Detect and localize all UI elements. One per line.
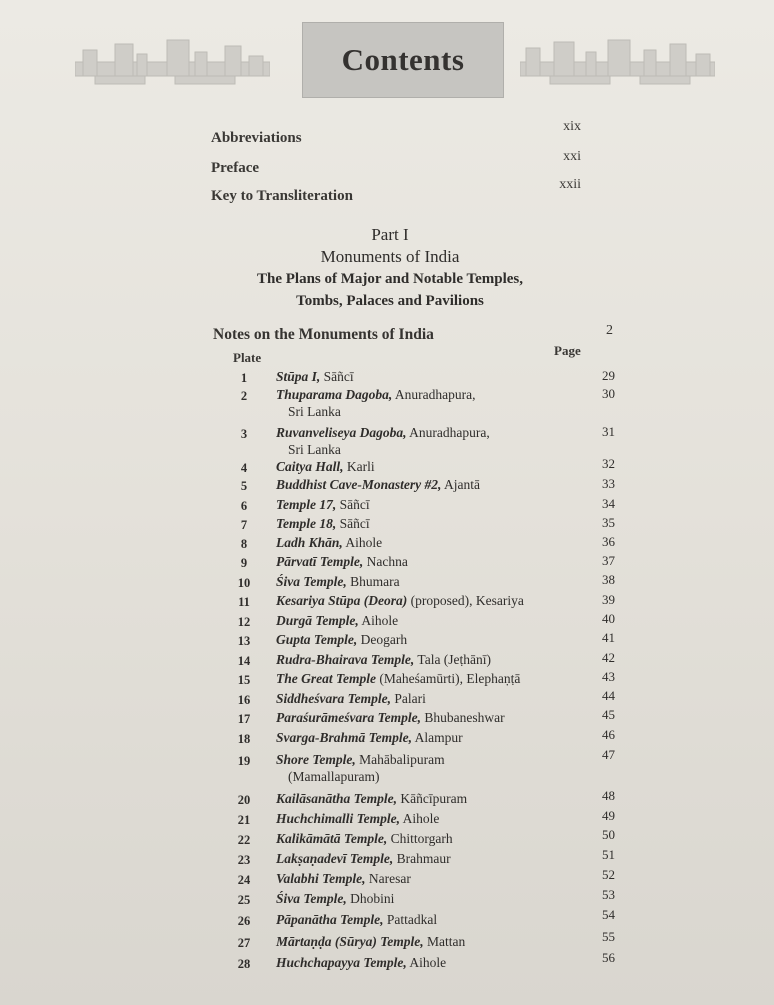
- plate-page: 51: [602, 847, 615, 862]
- plate-title: [276, 424, 571, 458]
- entry-title: Preface: [211, 160, 260, 176]
- plate-title: [276, 890, 571, 907]
- monument-location: Sāñcī: [336, 497, 370, 512]
- plate-page: 34: [602, 496, 615, 511]
- contents-banner: [75, 22, 715, 112]
- monument-name: Temple 17,: [276, 497, 337, 512]
- plate-number: 15: [237, 673, 251, 687]
- plate-number: 23: [237, 853, 251, 867]
- monument-name: Buddhist Cave-Monastery #2,: [276, 477, 442, 492]
- left-ornament-icon: [75, 36, 270, 92]
- monument-location: (Maheśamūrti), Elephaṇṭā: [375, 671, 521, 686]
- plate-number: 4: [240, 461, 248, 475]
- plate-page: 55: [602, 929, 615, 944]
- monument-name: Śiva Temple,: [276, 574, 347, 589]
- plate-title: [276, 651, 571, 668]
- plate-number: 25: [237, 893, 251, 907]
- plate-number: 10: [237, 576, 251, 590]
- plate-number: 22: [237, 833, 251, 847]
- plate-title: [276, 612, 571, 629]
- plate-title: [276, 368, 571, 385]
- monument-name: Rudra-Bhairava Temple,: [276, 652, 415, 667]
- monument-name: Huchchapayya Temple,: [276, 955, 407, 970]
- monument-name: Mārtaṇḍa (Sūrya) Temple,: [276, 934, 424, 949]
- monument-name: Kailāsanātha Temple,: [276, 791, 398, 806]
- monument-name: Svarga-Brahmā Temple,: [276, 730, 413, 745]
- plate-title: [276, 476, 571, 493]
- plate-title: [276, 751, 571, 785]
- entry-page: xxi: [563, 149, 581, 164]
- plate-page: 44: [602, 688, 615, 703]
- plate-title: [276, 386, 571, 420]
- monument-name: Huchchimalli Temple,: [276, 811, 401, 826]
- monument-name: Durgā Temple,: [276, 613, 359, 628]
- plate-number: 26: [237, 914, 251, 928]
- plate-title: [276, 496, 571, 513]
- plate-number: 27: [237, 936, 251, 950]
- monument-name: Pārvatī Temple,: [276, 554, 364, 569]
- monument-location: Anuradhapura,: [406, 425, 490, 440]
- plate-number: 6: [240, 499, 248, 513]
- plate-title: [276, 933, 571, 950]
- monument-location: Alampur: [412, 730, 463, 745]
- monument-name: Siddheśvara Temple,: [276, 691, 392, 706]
- monument-name: Ruvanveliseya Dagoba,: [276, 425, 407, 440]
- monument-name: Pāpanātha Temple,: [276, 912, 384, 927]
- notes-title: Notes on the Monuments of India: [213, 326, 434, 343]
- plate-number: 12: [237, 615, 251, 629]
- monument-name: The Great Temple: [276, 671, 376, 686]
- plate-number: 24: [237, 873, 251, 887]
- plate-number: 17: [237, 712, 251, 726]
- plate-page: 30: [602, 386, 615, 401]
- entry-title: Abbreviations: [211, 130, 302, 146]
- part-number: Part I: [371, 225, 409, 244]
- notes-page: 2: [606, 323, 613, 338]
- plate-page: 49: [602, 808, 615, 823]
- plate-number: 3: [240, 427, 248, 441]
- entry-page: xxii: [559, 177, 581, 192]
- monument-name: Stūpa I,: [276, 369, 321, 384]
- page-title: Contents: [341, 42, 465, 77]
- plate-title: [276, 810, 571, 827]
- plate-page: 52: [602, 867, 615, 882]
- part-title: Monuments of India: [320, 247, 460, 266]
- plate-title: [276, 515, 571, 532]
- monument-location: Anuradhapura,: [392, 387, 476, 402]
- plate-page: 40: [602, 611, 615, 626]
- part-subtitle: The Plans of Major and Notable Temples,: [257, 271, 523, 287]
- plate-page: 53: [602, 887, 615, 902]
- monument-name: Temple 18,: [276, 516, 337, 531]
- monument-name: Caitya Hall,: [276, 459, 344, 474]
- plate-number: 18: [237, 732, 251, 746]
- plate-page: 43: [602, 669, 615, 684]
- monument-location: (proposed), Kesariya: [407, 593, 524, 608]
- plate-page: 32: [602, 456, 615, 471]
- plate-title: [276, 631, 571, 648]
- monument-location: Kāñcīpuram: [397, 791, 468, 806]
- monument-name: Valabhi Temple,: [276, 871, 366, 886]
- plate-title: [276, 790, 571, 807]
- plate-number: 16: [237, 693, 251, 707]
- monument-name: Thuparama Dagoba,: [276, 387, 393, 402]
- monument-location: Bhumara: [346, 574, 400, 589]
- monument-name: Kalikāmātā Temple,: [276, 831, 388, 846]
- plate-title: [276, 670, 571, 687]
- plate-title: [276, 911, 571, 928]
- plate-title: [276, 534, 571, 551]
- monument-location: Aihole: [342, 535, 383, 550]
- plate-page: 42: [602, 650, 615, 665]
- plate-number: 11: [238, 595, 250, 609]
- monument-name: Kesariya Stūpa (Deora): [276, 593, 408, 608]
- plate-number: 28: [237, 957, 251, 971]
- monument-name: Shore Temple,: [276, 752, 356, 767]
- monument-location: Sāñcī: [336, 516, 370, 531]
- monument-name: Śiva Temple,: [276, 891, 347, 906]
- plate-title: [276, 830, 571, 847]
- monument-location: Chittorgarh: [387, 831, 453, 846]
- plate-title: [276, 690, 571, 707]
- plate-page: 47: [602, 747, 615, 762]
- plate-number: 2: [240, 389, 248, 403]
- plate-page: 45: [602, 707, 615, 722]
- plate-page: 46: [602, 727, 615, 742]
- plate-number: 9: [240, 556, 248, 570]
- monument-name: Paraśurāmeśvara Temple,: [276, 710, 421, 725]
- plate-title: [276, 954, 571, 971]
- plate-page: 48: [602, 788, 615, 803]
- plate-number: 7: [240, 518, 248, 532]
- part-subtitle: Tombs, Palaces and Pavilions: [296, 293, 484, 309]
- plate-number: 20: [237, 793, 251, 807]
- plate-title: [276, 553, 571, 570]
- monument-location: Deogarh: [357, 632, 408, 647]
- notes-entry: [213, 323, 613, 344]
- plate-page: 39: [602, 592, 615, 607]
- plate-title: [276, 458, 571, 475]
- plate-number: 21: [237, 813, 251, 827]
- monument-location: Palari: [391, 691, 426, 706]
- plate-page: 37: [602, 553, 615, 568]
- page-column-header: Page: [554, 343, 581, 358]
- monument-name: Gupta Temple,: [276, 632, 358, 647]
- plate-number: 5: [240, 479, 248, 493]
- plate-page: 50: [602, 827, 615, 842]
- entry-title: Key to Transliteration: [211, 188, 353, 204]
- monument-location: Naresar: [365, 871, 411, 886]
- part-heading: [180, 224, 600, 312]
- plate-page: 29: [602, 368, 615, 383]
- plate-column-header: Plate: [233, 350, 262, 365]
- monument-location-continued: (Mamallapuram): [288, 769, 380, 784]
- plate-number: 14: [237, 654, 251, 668]
- monument-name: Ladh Khān,: [276, 535, 343, 550]
- plate-title: [276, 573, 571, 590]
- plate-number: 8: [240, 537, 248, 551]
- plate-title: [276, 850, 571, 867]
- plate-page: 56: [602, 950, 615, 965]
- monument-location: Dhobini: [346, 891, 395, 906]
- plate-title: [276, 729, 571, 746]
- monument-location: Aihole: [406, 955, 447, 970]
- monument-location: Aihole: [400, 811, 440, 826]
- monument-location-continued: Sri Lanka: [288, 404, 341, 419]
- plate-page: 31: [602, 424, 615, 439]
- title-plaque: [302, 22, 504, 98]
- monument-location: Nachna: [363, 554, 408, 569]
- plate-title: [276, 709, 571, 726]
- plate-page: 54: [602, 907, 615, 922]
- monument-location-continued: Sri Lanka: [288, 442, 341, 457]
- monument-location: Brahmaur: [393, 851, 451, 866]
- plate-title: [276, 870, 571, 887]
- plate-page: 38: [602, 572, 615, 587]
- plate-page: 36: [602, 534, 615, 549]
- plate-title: [276, 592, 571, 609]
- plate-number: 13: [237, 634, 251, 648]
- monument-location: Pattadkal: [383, 912, 438, 927]
- monument-location: Aihole: [358, 613, 399, 628]
- monument-location: Mahābalipuram: [355, 752, 445, 767]
- monument-location: Tala (Jeṭhānī): [414, 652, 492, 667]
- right-ornament-icon: [520, 36, 715, 92]
- monument-location: Mattan: [423, 934, 466, 949]
- monument-location: Karli: [343, 459, 375, 474]
- plate-number: 19: [237, 754, 251, 768]
- monument-location: Bhubaneshwar: [421, 710, 505, 725]
- monument-location: Ajantā: [441, 477, 481, 492]
- entry-page: xix: [563, 119, 581, 134]
- plate-page: 35: [602, 515, 615, 530]
- plate-page: 33: [602, 476, 615, 491]
- monument-location: Sāñcī: [320, 369, 354, 384]
- plate-page: 41: [602, 630, 615, 645]
- plate-number: 1: [240, 371, 248, 385]
- monument-name: Lakṣaṇadevī Temple,: [276, 851, 394, 866]
